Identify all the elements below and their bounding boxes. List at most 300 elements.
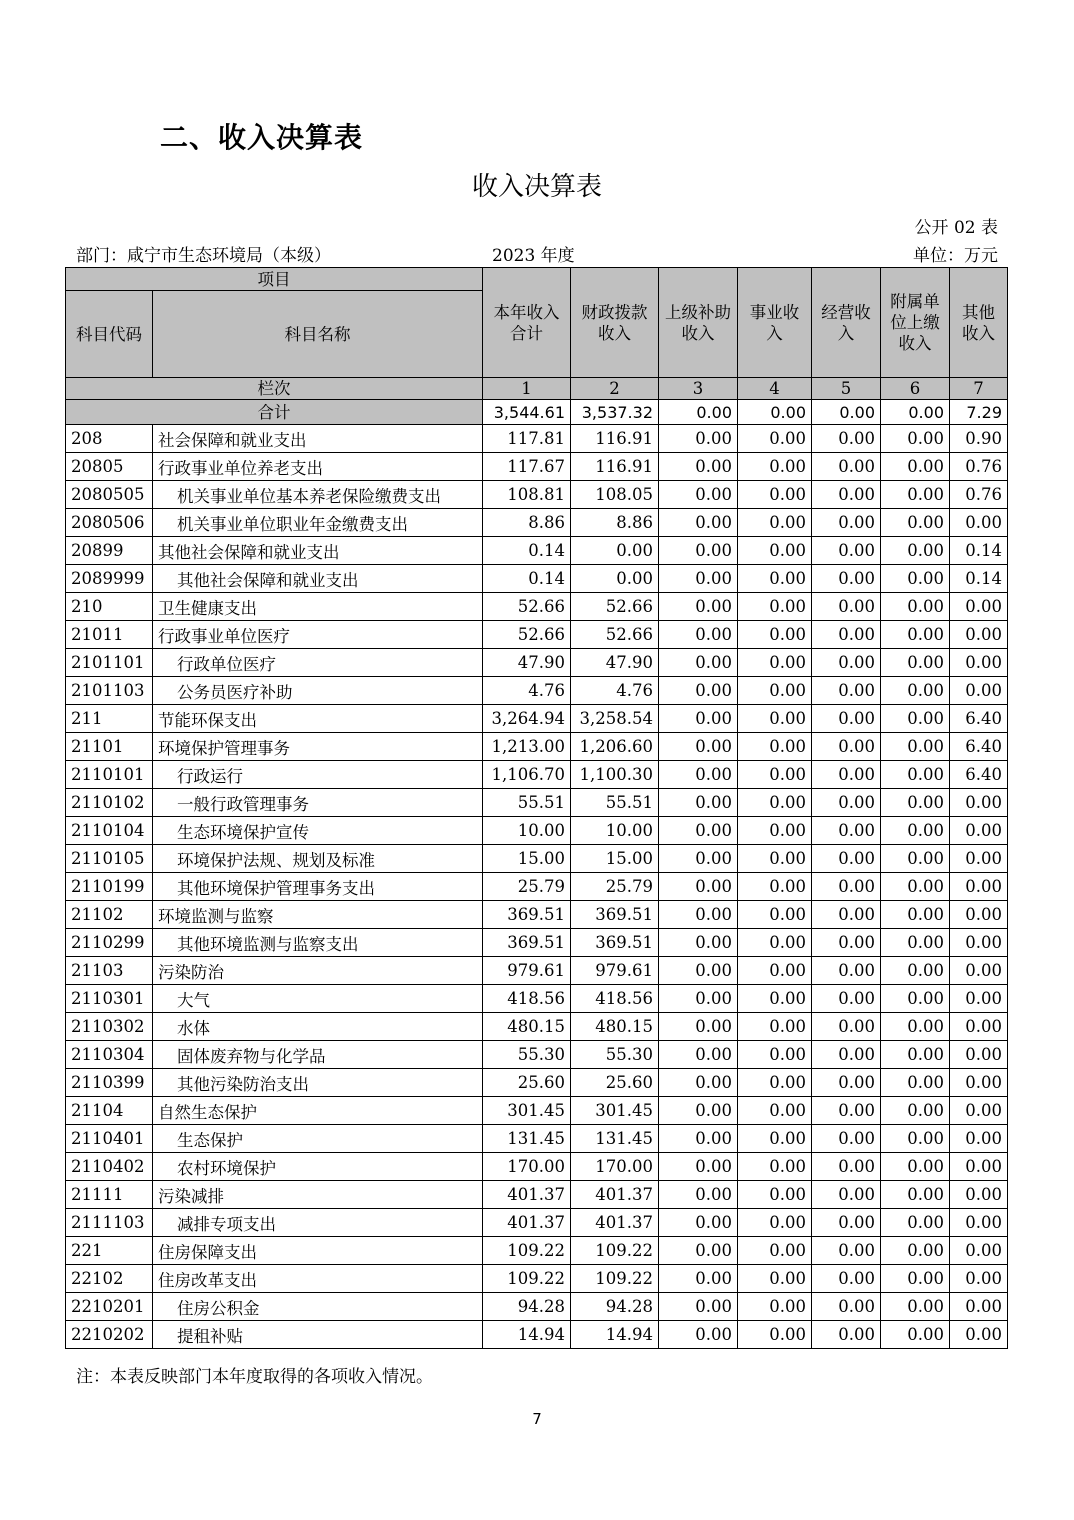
amount-cell: 0.00 (881, 1181, 950, 1209)
amount-cell: 0.00 (812, 425, 881, 453)
amount-cell: 0.00 (950, 985, 1008, 1013)
amount-cell: 55.30 (483, 1041, 571, 1069)
subject-name: 住房保障支出 (153, 1237, 483, 1265)
fiscal-year: 2023 年度 (492, 246, 575, 266)
amount-cell: 0.14 (483, 537, 571, 565)
amount-cell: 0.00 (659, 1321, 738, 1349)
table-row (66, 733, 1008, 761)
amount-cell: 0.00 (950, 593, 1008, 621)
amount-cell: 0.00 (812, 901, 881, 929)
amount-cell: 0.00 (881, 677, 950, 705)
amount-cell: 0.00 (738, 957, 812, 985)
amount-cell: 0.00 (881, 621, 950, 649)
amount-cell: 0.00 (950, 1293, 1008, 1321)
amount-cell: 15.00 (571, 845, 659, 873)
subject-name: 减排专项支出 (153, 1209, 483, 1237)
amount-cell: 55.30 (571, 1041, 659, 1069)
amount-cell: 0.00 (950, 929, 1008, 957)
amount-cell: 117.67 (483, 453, 571, 481)
amount-cell: 0.00 (881, 593, 950, 621)
amount-cell: 0.00 (659, 929, 738, 957)
subject-name: 社会保障和就业支出 (153, 425, 483, 453)
amount-cell: 0.00 (881, 845, 950, 873)
amount-cell: 0.00 (881, 761, 950, 789)
table-row (66, 1041, 1008, 1069)
subject-code: 2110104 (66, 817, 153, 845)
subject-name: 环境监测与监察 (153, 901, 483, 929)
amount-cell: 109.22 (483, 1265, 571, 1293)
amount-cell: 0.00 (950, 649, 1008, 677)
amount-cell: 14.94 (571, 1321, 659, 1349)
table-row (66, 1237, 1008, 1265)
amount-cell: 369.51 (483, 929, 571, 957)
amount-cell: 401.37 (571, 1209, 659, 1237)
subject-code: 2080505 (66, 481, 153, 509)
subject-code: 2110199 (66, 873, 153, 901)
amount-cell: 0.00 (881, 1069, 950, 1097)
table-row (66, 761, 1008, 789)
amount-cell: 0.00 (812, 957, 881, 985)
amount-cell: 0.00 (738, 1209, 812, 1237)
table-row (66, 817, 1008, 845)
amount-cell: 0.00 (738, 1265, 812, 1293)
subject-name: 机关事业单位职业年金缴费支出 (153, 509, 483, 537)
amount-cell: 0.00 (881, 1125, 950, 1153)
subject-name: 其他社会保障和就业支出 (153, 537, 483, 565)
amount-cell: 0.00 (812, 1293, 881, 1321)
amount-cell: 0.00 (881, 705, 950, 733)
amount-cell: 0.00 (659, 1237, 738, 1265)
header-col-5: 经营收入 (812, 268, 881, 378)
amount-cell: 0.00 (950, 1069, 1008, 1097)
amount-cell: 8.86 (571, 509, 659, 537)
subject-code: 2110299 (66, 929, 153, 957)
subject-code: 21011 (66, 621, 153, 649)
amount-cell: 0.00 (738, 1237, 812, 1265)
subject-name: 行政事业单位养老支出 (153, 453, 483, 481)
table-row (66, 677, 1008, 705)
amount-cell: 131.45 (483, 1125, 571, 1153)
amount-cell: 0.00 (950, 621, 1008, 649)
amount-cell: 25.79 (483, 873, 571, 901)
subject-name: 住房公积金 (153, 1293, 483, 1321)
subject-code: 2111103 (66, 1209, 153, 1237)
amount-cell: 0.00 (738, 733, 812, 761)
amount-cell: 3,258.54 (571, 705, 659, 733)
amount-cell: 0.00 (812, 705, 881, 733)
amount-cell: 0.00 (659, 789, 738, 817)
amount-cell: 0.00 (659, 509, 738, 537)
amount-cell: 0.00 (812, 1097, 881, 1125)
subject-code: 2110399 (66, 1069, 153, 1097)
subject-code: 21101 (66, 733, 153, 761)
amount-cell: 1,100.30 (571, 761, 659, 789)
amount-cell: 4.76 (483, 677, 571, 705)
table-row (66, 1125, 1008, 1153)
amount-cell: 0.00 (881, 1041, 950, 1069)
amount-cell: 0.00 (812, 1125, 881, 1153)
table-row (66, 509, 1008, 537)
amount-cell: 0.00 (659, 1013, 738, 1041)
subject-name: 其他社会保障和就业支出 (153, 565, 483, 593)
amount-cell: 0.00 (738, 593, 812, 621)
amount-cell: 0.00 (812, 817, 881, 845)
amount-cell: 0.00 (659, 1265, 738, 1293)
amount-cell: 94.28 (571, 1293, 659, 1321)
subject-code: 2110102 (66, 789, 153, 817)
amount-cell: 0.00 (738, 705, 812, 733)
amount-cell: 0.00 (950, 1209, 1008, 1237)
amount-cell: 0.00 (812, 481, 881, 509)
amount-cell: 0.00 (812, 509, 881, 537)
amount-cell: 0.00 (950, 1013, 1008, 1041)
subject-code: 20805 (66, 453, 153, 481)
subject-code: 21111 (66, 1181, 153, 1209)
amount-cell: 116.91 (571, 453, 659, 481)
amount-cell: 0.00 (950, 677, 1008, 705)
subject-name: 提租补贴 (153, 1321, 483, 1349)
subject-name: 节能环保支出 (153, 705, 483, 733)
table-row (66, 873, 1008, 901)
total-value: 3,537.32 (571, 400, 659, 425)
table-row (66, 537, 1008, 565)
col-num-1: 1 (483, 378, 571, 400)
amount-cell: 0.00 (881, 733, 950, 761)
amount-cell: 0.00 (950, 845, 1008, 873)
amount-cell: 0.00 (881, 985, 950, 1013)
subject-code: 2110302 (66, 1013, 153, 1041)
subject-code: 2210201 (66, 1293, 153, 1321)
amount-cell: 0.00 (659, 1041, 738, 1069)
amount-cell: 0.00 (812, 537, 881, 565)
table-row (66, 621, 1008, 649)
amount-cell: 0.00 (659, 1097, 738, 1125)
amount-cell: 0.00 (881, 1293, 950, 1321)
amount-cell: 0.00 (812, 845, 881, 873)
amount-cell: 0.00 (812, 873, 881, 901)
subject-name: 行政运行 (153, 761, 483, 789)
subject-code: 2080506 (66, 509, 153, 537)
header-lanci: 栏次 (66, 378, 483, 400)
total-value: 0.00 (812, 400, 881, 425)
amount-cell: 0.00 (812, 621, 881, 649)
subject-name: 污染减排 (153, 1181, 483, 1209)
amount-cell: 0.00 (738, 1293, 812, 1321)
amount-cell: 52.66 (571, 593, 659, 621)
amount-cell: 0.00 (950, 873, 1008, 901)
subject-name: 大气 (153, 985, 483, 1013)
col-num-3: 3 (659, 378, 738, 400)
amount-cell: 0.00 (881, 481, 950, 509)
amount-cell: 0.00 (738, 929, 812, 957)
amount-cell: 47.90 (571, 649, 659, 677)
subject-code: 221 (66, 1237, 153, 1265)
amount-cell: 0.00 (738, 565, 812, 593)
amount-cell: 0.00 (950, 901, 1008, 929)
amount-cell: 0.00 (738, 873, 812, 901)
subject-code: 2101101 (66, 649, 153, 677)
subject-code: 2110401 (66, 1125, 153, 1153)
amount-cell: 108.05 (571, 481, 659, 509)
amount-cell: 0.00 (738, 509, 812, 537)
table-row (66, 1181, 1008, 1209)
amount-cell: 94.28 (483, 1293, 571, 1321)
subject-code: 2110402 (66, 1153, 153, 1181)
amount-cell: 0.00 (812, 593, 881, 621)
amount-cell: 0.00 (812, 1013, 881, 1041)
amount-cell: 0.00 (812, 677, 881, 705)
amount-cell: 0.00 (659, 761, 738, 789)
amount-cell: 480.15 (571, 1013, 659, 1041)
amount-cell: 0.00 (659, 425, 738, 453)
amount-cell: 8.86 (483, 509, 571, 537)
amount-cell: 0.00 (881, 957, 950, 985)
amount-cell: 0.00 (659, 1153, 738, 1181)
amount-cell: 0.00 (738, 1125, 812, 1153)
subject-name: 行政单位医疗 (153, 649, 483, 677)
table-row (66, 1265, 1008, 1293)
amount-cell: 109.22 (571, 1237, 659, 1265)
amount-cell: 0.76 (950, 481, 1008, 509)
header-name: 科目名称 (153, 291, 483, 378)
amount-cell: 369.51 (483, 901, 571, 929)
amount-cell: 6.40 (950, 733, 1008, 761)
amount-cell: 0.00 (950, 509, 1008, 537)
amount-cell: 0.00 (881, 1013, 950, 1041)
subject-code: 21102 (66, 901, 153, 929)
table-row (66, 1153, 1008, 1181)
amount-cell: 6.40 (950, 705, 1008, 733)
table-title: 收入决算表 (471, 172, 602, 202)
amount-cell: 0.00 (738, 481, 812, 509)
amount-cell: 0.00 (659, 957, 738, 985)
amount-cell: 0.00 (659, 705, 738, 733)
table-row (66, 1321, 1008, 1349)
amount-cell: 0.00 (881, 425, 950, 453)
amount-cell: 1,106.70 (483, 761, 571, 789)
amount-cell: 25.60 (483, 1069, 571, 1097)
subject-name: 行政事业单位医疗 (153, 621, 483, 649)
table-row (66, 845, 1008, 873)
amount-cell: 0.00 (659, 1181, 738, 1209)
amount-cell: 0.00 (659, 453, 738, 481)
amount-cell: 0.00 (738, 817, 812, 845)
table-row (66, 1013, 1008, 1041)
amount-cell: 116.91 (571, 425, 659, 453)
amount-cell: 0.00 (950, 1125, 1008, 1153)
amount-cell: 401.37 (483, 1209, 571, 1237)
amount-cell: 0.00 (881, 817, 950, 845)
table-row (66, 649, 1008, 677)
amount-cell: 0.00 (881, 537, 950, 565)
amount-cell: 0.00 (950, 1237, 1008, 1265)
amount-cell: 0.00 (738, 761, 812, 789)
amount-cell: 0.00 (659, 649, 738, 677)
subject-code: 2089999 (66, 565, 153, 593)
amount-cell: 0.00 (659, 1293, 738, 1321)
amount-cell: 0.00 (659, 621, 738, 649)
amount-cell: 108.81 (483, 481, 571, 509)
amount-cell: 0.00 (812, 789, 881, 817)
subject-code: 2110105 (66, 845, 153, 873)
amount-cell: 0.00 (881, 873, 950, 901)
amount-cell: 0.00 (812, 1069, 881, 1097)
amount-cell: 52.66 (483, 593, 571, 621)
amount-cell: 55.51 (571, 789, 659, 817)
amount-cell: 480.15 (483, 1013, 571, 1041)
amount-cell: 0.00 (659, 733, 738, 761)
amount-cell: 0.00 (950, 957, 1008, 985)
amount-cell: 109.22 (483, 1237, 571, 1265)
table-row (66, 425, 1008, 453)
amount-cell: 0.00 (950, 789, 1008, 817)
amount-cell: 15.00 (483, 845, 571, 873)
subject-code: 21104 (66, 1097, 153, 1125)
amount-cell: 0.00 (881, 565, 950, 593)
amount-cell: 0.00 (659, 901, 738, 929)
table-row (66, 1097, 1008, 1125)
amount-cell: 0.00 (659, 1125, 738, 1153)
subject-name: 其他污染防治支出 (153, 1069, 483, 1097)
subject-code: 2110101 (66, 761, 153, 789)
subject-code: 208 (66, 425, 153, 453)
amount-cell: 0.00 (881, 1209, 950, 1237)
amount-cell: 10.00 (571, 817, 659, 845)
amount-cell: 401.37 (571, 1181, 659, 1209)
amount-cell: 0.00 (659, 817, 738, 845)
amount-cell: 10.00 (483, 817, 571, 845)
amount-cell: 3,264.94 (483, 705, 571, 733)
subject-code: 20899 (66, 537, 153, 565)
subject-name: 环境保护管理事务 (153, 733, 483, 761)
table-row (66, 565, 1008, 593)
amount-cell: 1,206.60 (571, 733, 659, 761)
subject-name: 自然生态保护 (153, 1097, 483, 1125)
amount-cell: 0.00 (812, 985, 881, 1013)
amount-cell: 0.00 (881, 453, 950, 481)
amount-cell: 117.81 (483, 425, 571, 453)
amount-cell: 0.00 (571, 537, 659, 565)
subject-name: 一般行政管理事务 (153, 789, 483, 817)
col-num-6: 6 (881, 378, 950, 400)
subject-name: 机关事业单位基本养老保险缴费支出 (153, 481, 483, 509)
header-col-3: 上级补助收入 (659, 268, 738, 378)
amount-cell: 0.00 (738, 425, 812, 453)
amount-cell: 0.00 (812, 453, 881, 481)
table-row (66, 593, 1008, 621)
table-row (66, 481, 1008, 509)
amount-cell: 0.00 (738, 1013, 812, 1041)
amount-cell: 0.00 (881, 901, 950, 929)
table-row (66, 957, 1008, 985)
amount-cell: 0.76 (950, 453, 1008, 481)
amount-cell: 0.00 (881, 1321, 950, 1349)
total-value: 0.00 (659, 400, 738, 425)
amount-cell: 369.51 (571, 929, 659, 957)
amount-cell: 0.00 (738, 1041, 812, 1069)
subject-name: 公务员医疗补助 (153, 677, 483, 705)
amount-cell: 0.00 (738, 649, 812, 677)
amount-cell: 0.00 (659, 677, 738, 705)
col-num-4: 4 (738, 378, 812, 400)
amount-cell: 0.00 (738, 621, 812, 649)
amount-cell: 52.66 (483, 621, 571, 649)
subject-code: 22102 (66, 1265, 153, 1293)
amount-cell: 109.22 (571, 1265, 659, 1293)
amount-cell: 0.00 (659, 873, 738, 901)
amount-cell: 301.45 (571, 1097, 659, 1125)
amount-cell: 0.00 (812, 1153, 881, 1181)
amount-cell: 52.66 (571, 621, 659, 649)
subject-code: 21103 (66, 957, 153, 985)
header-col-1: 本年收入合计 (483, 268, 571, 378)
amount-cell: 418.56 (571, 985, 659, 1013)
amount-cell: 0.00 (950, 1265, 1008, 1293)
amount-cell: 301.45 (483, 1097, 571, 1125)
total-value: 0.00 (738, 400, 812, 425)
department-label: 部门：咸宁市生态环境局（本级） (76, 246, 331, 266)
table-row (66, 985, 1008, 1013)
amount-cell: 0.00 (738, 845, 812, 873)
amount-cell: 25.60 (571, 1069, 659, 1097)
total-value: 0.00 (881, 400, 950, 425)
table-row (66, 901, 1008, 929)
amount-cell: 0.00 (738, 453, 812, 481)
section-title: 二、收入决算表 (160, 121, 364, 154)
amount-cell: 6.40 (950, 761, 1008, 789)
amount-cell: 25.79 (571, 873, 659, 901)
amount-cell: 0.00 (950, 1181, 1008, 1209)
subject-code: 2110301 (66, 985, 153, 1013)
table-row (66, 453, 1008, 481)
subject-name: 其他环境监测与监察支出 (153, 929, 483, 957)
amount-cell: 979.61 (571, 957, 659, 985)
amount-cell: 401.37 (483, 1181, 571, 1209)
amount-cell: 0.00 (881, 1265, 950, 1293)
amount-cell: 0.00 (659, 481, 738, 509)
header-project: 项目 (66, 268, 483, 291)
amount-cell: 0.00 (950, 1041, 1008, 1069)
table-row (66, 705, 1008, 733)
amount-cell: 0.00 (738, 1097, 812, 1125)
amount-cell: 369.51 (571, 901, 659, 929)
amount-cell: 55.51 (483, 789, 571, 817)
col-num-7: 7 (950, 378, 1008, 400)
amount-cell: 0.00 (812, 1181, 881, 1209)
amount-cell: 0.00 (950, 1153, 1008, 1181)
amount-cell: 0.00 (738, 789, 812, 817)
amount-cell: 418.56 (483, 985, 571, 1013)
amount-cell: 1,213.00 (483, 733, 571, 761)
amount-cell: 0.00 (812, 1041, 881, 1069)
amount-cell: 0.00 (812, 1209, 881, 1237)
amount-cell: 0.00 (738, 985, 812, 1013)
amount-cell: 0.00 (881, 509, 950, 537)
unit-label: 单位：万元 (913, 246, 998, 266)
total-value: 3,544.61 (483, 400, 571, 425)
amount-cell: 0.00 (738, 537, 812, 565)
form-number: 公开 02 表 (914, 218, 998, 238)
header-col-6: 附属单位上缴收入 (881, 268, 950, 378)
amount-cell: 0.00 (812, 1321, 881, 1349)
table-row (66, 789, 1008, 817)
amount-cell: 0.00 (812, 929, 881, 957)
income-table (65, 267, 1008, 1349)
amount-cell: 0.14 (483, 565, 571, 593)
page-number: 7 (532, 1410, 542, 1428)
table-row (66, 1069, 1008, 1097)
amount-cell: 0.00 (571, 565, 659, 593)
